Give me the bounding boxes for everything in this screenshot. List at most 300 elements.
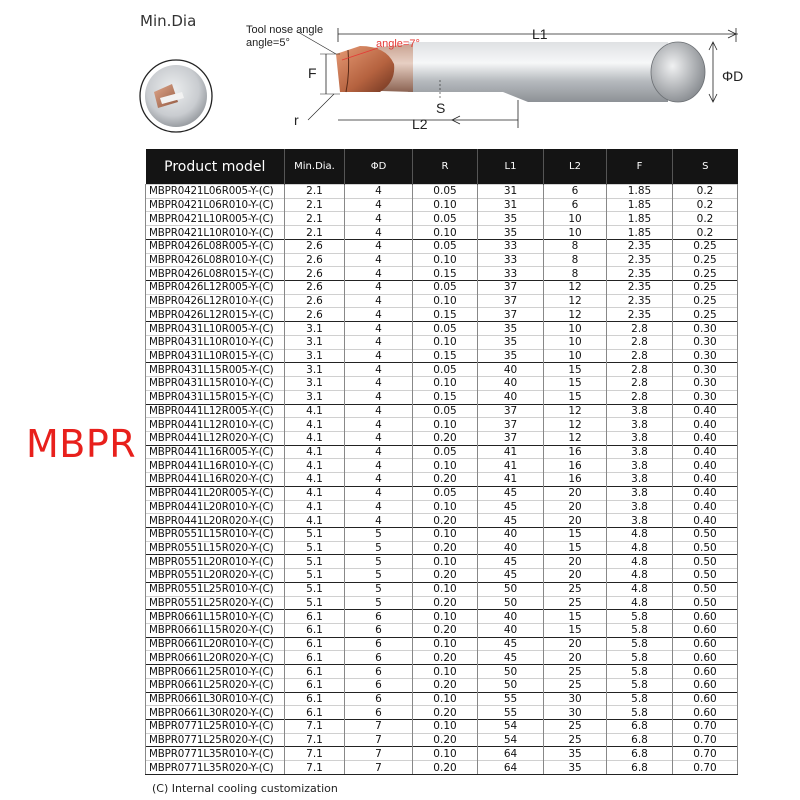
f-cell: 2.35 — [607, 253, 673, 267]
f-cell: 6.8 — [607, 747, 673, 761]
product-model-cell: MBPR0431L10R015-Y-(C) — [146, 349, 285, 363]
s-cell: 0.25 — [673, 239, 738, 253]
min-dia-title: Min.Dia — [140, 12, 197, 30]
s-cell: 0.50 — [673, 555, 738, 569]
product-model-cell: MBPR0426L08R005-Y-(C) — [146, 239, 285, 253]
min-dia-cell: 7.1 — [285, 761, 345, 775]
l1-cell: 40 — [478, 390, 544, 404]
diameter-cell: 7 — [345, 761, 413, 775]
l2-cell: 8 — [544, 253, 607, 267]
l1-cell: 40 — [478, 363, 544, 377]
tool-nose-angle-label: Tool nose angle — [246, 24, 324, 36]
l2-cell: 8 — [544, 239, 607, 253]
l1-cell: 40 — [478, 610, 544, 624]
table-row — [146, 390, 738, 404]
dimension-f-label: F — [308, 65, 317, 81]
s-cell: 0.60 — [673, 637, 738, 651]
spec-table — [145, 149, 738, 775]
s-cell: 0.2 — [673, 212, 738, 226]
table-row — [146, 335, 738, 349]
f-cell: 3.8 — [607, 500, 673, 514]
l1-cell: 37 — [478, 294, 544, 308]
f-cell: 2.35 — [607, 308, 673, 322]
table-row — [146, 294, 738, 308]
min-dia-cell: 7.1 — [285, 720, 345, 734]
radius-cell: 0.10 — [413, 294, 478, 308]
min-dia-cell: 5.1 — [285, 596, 345, 610]
l1-cell: 64 — [478, 747, 544, 761]
l2-cell: 12 — [544, 404, 607, 418]
product-model-cell: MBPR0661L20R020-Y-(C) — [146, 651, 285, 665]
radius-cell: 0.05 — [413, 322, 478, 336]
table-row — [146, 733, 738, 747]
radius-cell: 0.20 — [413, 541, 478, 555]
l1-cell: 37 — [478, 308, 544, 322]
header-f: F — [607, 149, 673, 185]
s-cell: 0.70 — [673, 761, 738, 775]
radius-cell: 0.10 — [413, 198, 478, 212]
l2-cell: 15 — [544, 527, 607, 541]
f-cell: 3.8 — [607, 445, 673, 459]
radius-cell: 0.15 — [413, 267, 478, 281]
diameter-cell: 4 — [345, 226, 413, 240]
f-cell: 2.8 — [607, 377, 673, 391]
dimension-l1-label: L1 — [532, 26, 548, 42]
f-cell: 3.8 — [607, 431, 673, 445]
header-l2: L2 — [544, 149, 607, 185]
s-cell: 0.40 — [673, 473, 738, 487]
s-cell: 0.40 — [673, 418, 738, 432]
s-cell: 0.60 — [673, 692, 738, 706]
s-cell: 0.2 — [673, 185, 738, 199]
min-dia-cell: 4.1 — [285, 431, 345, 445]
diameter-cell: 4 — [345, 390, 413, 404]
l1-cell: 33 — [478, 253, 544, 267]
s-cell: 0.25 — [673, 281, 738, 295]
product-model-cell: MBPR0441L16R005-Y-(C) — [146, 445, 285, 459]
diameter-cell: 4 — [345, 363, 413, 377]
table-row — [146, 555, 738, 569]
radius-cell: 0.05 — [413, 445, 478, 459]
product-model-cell: MBPR0421L06R010-Y-(C) — [146, 198, 285, 212]
table-row — [146, 473, 738, 487]
product-model-cell: MBPR0421L06R005-Y-(C) — [146, 185, 285, 199]
min-dia-cell: 6.1 — [285, 624, 345, 638]
f-cell: 2.8 — [607, 322, 673, 336]
s-cell: 0.50 — [673, 582, 738, 596]
l2-cell: 25 — [544, 733, 607, 747]
diameter-cell: 4 — [345, 445, 413, 459]
product-model-cell: MBPR0551L25R010-Y-(C) — [146, 582, 285, 596]
f-cell: 6.8 — [607, 761, 673, 775]
f-cell: 5.8 — [607, 624, 673, 638]
diameter-cell: 5 — [345, 569, 413, 583]
product-model-cell: MBPR0426L08R015-Y-(C) — [146, 267, 285, 281]
l1-cell: 35 — [478, 335, 544, 349]
s-cell: 0.70 — [673, 747, 738, 761]
boring-bar-side-view-icon — [288, 20, 748, 135]
radius-cell: 0.05 — [413, 404, 478, 418]
l2-cell: 25 — [544, 596, 607, 610]
table-row — [146, 486, 738, 500]
l2-cell: 10 — [544, 212, 607, 226]
l2-cell: 16 — [544, 459, 607, 473]
f-cell: 4.8 — [607, 582, 673, 596]
diameter-cell: 4 — [345, 418, 413, 432]
radius-cell: 0.10 — [413, 527, 478, 541]
l2-cell: 12 — [544, 418, 607, 432]
radius-cell: 0.10 — [413, 692, 478, 706]
s-cell: 0.25 — [673, 308, 738, 322]
s-cell: 0.40 — [673, 445, 738, 459]
min-dia-cell: 5.1 — [285, 569, 345, 583]
radius-cell: 0.10 — [413, 459, 478, 473]
f-cell: 3.8 — [607, 486, 673, 500]
table-row — [146, 637, 738, 651]
l2-cell: 25 — [544, 720, 607, 734]
diameter-cell: 4 — [345, 322, 413, 336]
min-dia-cell: 5.1 — [285, 527, 345, 541]
dimension-s-label: S — [436, 100, 446, 116]
radius-cell: 0.15 — [413, 349, 478, 363]
s-cell: 0.30 — [673, 363, 738, 377]
radius-cell: 0.10 — [413, 610, 478, 624]
min-dia-cell: 3.1 — [285, 390, 345, 404]
s-cell: 0.40 — [673, 431, 738, 445]
radius-cell: 0.20 — [413, 706, 478, 720]
s-cell: 0.40 — [673, 514, 738, 528]
min-dia-cell: 4.1 — [285, 404, 345, 418]
f-cell: 4.8 — [607, 527, 673, 541]
s-cell: 0.50 — [673, 569, 738, 583]
min-dia-cell: 5.1 — [285, 555, 345, 569]
f-cell: 2.8 — [607, 363, 673, 377]
radius-cell: 0.20 — [413, 651, 478, 665]
l1-cell: 31 — [478, 198, 544, 212]
header-min-dia: Min.Dia. — [285, 149, 345, 185]
l2-cell: 8 — [544, 267, 607, 281]
radius-cell: 0.20 — [413, 569, 478, 583]
table-row — [146, 404, 738, 418]
min-dia-cell: 6.1 — [285, 637, 345, 651]
radius-cell: 0.10 — [413, 377, 478, 391]
l2-cell: 15 — [544, 541, 607, 555]
diameter-cell: 6 — [345, 651, 413, 665]
table-row — [146, 418, 738, 432]
product-model-cell: MBPR0441L20R010-Y-(C) — [146, 500, 285, 514]
diameter-cell: 4 — [345, 253, 413, 267]
product-model-cell: MBPR0426L12R010-Y-(C) — [146, 294, 285, 308]
radius-cell: 0.05 — [413, 185, 478, 199]
l2-cell: 12 — [544, 431, 607, 445]
radius-cell: 0.10 — [413, 582, 478, 596]
l2-cell: 20 — [544, 514, 607, 528]
table-row — [146, 459, 738, 473]
f-cell: 5.8 — [607, 678, 673, 692]
f-cell: 5.8 — [607, 706, 673, 720]
product-model-cell: MBPR0431L10R010-Y-(C) — [146, 335, 285, 349]
diameter-cell: 7 — [345, 720, 413, 734]
header-s: S — [673, 149, 738, 185]
min-dia-cell: 2.6 — [285, 308, 345, 322]
product-model-cell: MBPR0431L15R015-Y-(C) — [146, 390, 285, 404]
product-model-cell: MBPR0771L35R020-Y-(C) — [146, 761, 285, 775]
product-model-cell: MBPR0441L12R005-Y-(C) — [146, 404, 285, 418]
l2-cell: 30 — [544, 706, 607, 720]
table-row — [146, 185, 738, 199]
l1-cell: 37 — [478, 404, 544, 418]
diameter-cell: 4 — [345, 349, 413, 363]
header-l1: L1 — [478, 149, 544, 185]
diameter-cell: 4 — [345, 267, 413, 281]
table-row — [146, 747, 738, 761]
l1-cell: 45 — [478, 569, 544, 583]
table-row — [146, 527, 738, 541]
l2-cell: 20 — [544, 637, 607, 651]
s-cell: 0.40 — [673, 500, 738, 514]
min-dia-cell: 2.6 — [285, 267, 345, 281]
l2-cell: 15 — [544, 390, 607, 404]
product-model-cell: MBPR0661L15R020-Y-(C) — [146, 624, 285, 638]
l1-cell: 50 — [478, 596, 544, 610]
table-row — [146, 212, 738, 226]
product-model-cell: MBPR0551L20R010-Y-(C) — [146, 555, 285, 569]
radius-cell: 0.20 — [413, 678, 478, 692]
min-dia-cell: 4.1 — [285, 486, 345, 500]
product-model-cell: MBPR0421L10R005-Y-(C) — [146, 212, 285, 226]
product-model-cell: MBPR0426L12R005-Y-(C) — [146, 281, 285, 295]
l1-cell: 37 — [478, 431, 544, 445]
radius-cell: 0.10 — [413, 335, 478, 349]
diameter-cell: 6 — [345, 692, 413, 706]
l2-cell: 35 — [544, 747, 607, 761]
f-cell: 5.8 — [607, 651, 673, 665]
radius-cell: 0.20 — [413, 733, 478, 747]
min-dia-cell: 6.1 — [285, 665, 345, 679]
diameter-cell: 4 — [345, 198, 413, 212]
radius-cell: 0.20 — [413, 761, 478, 775]
s-cell: 0.30 — [673, 322, 738, 336]
diameter-cell: 4 — [345, 239, 413, 253]
table-row — [146, 610, 738, 624]
l2-cell: 20 — [544, 555, 607, 569]
f-cell: 2.35 — [607, 294, 673, 308]
f-cell: 5.8 — [607, 692, 673, 706]
product-model-cell: MBPR0551L25R020-Y-(C) — [146, 596, 285, 610]
radius-cell: 0.05 — [413, 281, 478, 295]
l1-cell: 35 — [478, 349, 544, 363]
l1-cell: 45 — [478, 514, 544, 528]
l1-cell: 64 — [478, 761, 544, 775]
dimension-r-label: r — [294, 112, 299, 128]
radius-cell: 0.20 — [413, 624, 478, 638]
product-model-cell: MBPR0661L20R010-Y-(C) — [146, 637, 285, 651]
radius-cell: 0.10 — [413, 637, 478, 651]
min-dia-cell: 6.1 — [285, 678, 345, 692]
min-dia-cell: 2.6 — [285, 253, 345, 267]
radius-cell: 0.15 — [413, 390, 478, 404]
l1-cell: 37 — [478, 281, 544, 295]
product-model-cell: MBPR0441L16R010-Y-(C) — [146, 459, 285, 473]
diameter-cell: 6 — [345, 678, 413, 692]
l2-cell: 16 — [544, 473, 607, 487]
f-cell: 1.85 — [607, 212, 673, 226]
table-row — [146, 322, 738, 336]
f-cell: 3.8 — [607, 404, 673, 418]
product-model-cell: MBPR0441L12R020-Y-(C) — [146, 431, 285, 445]
s-cell: 0.25 — [673, 294, 738, 308]
table-row — [146, 377, 738, 391]
table-row — [146, 198, 738, 212]
f-cell: 2.8 — [607, 335, 673, 349]
radius-cell: 0.10 — [413, 253, 478, 267]
l2-cell: 20 — [544, 569, 607, 583]
f-cell: 2.35 — [607, 239, 673, 253]
diameter-cell: 4 — [345, 514, 413, 528]
f-cell: 3.8 — [607, 418, 673, 432]
radius-cell: 0.20 — [413, 514, 478, 528]
min-dia-cell: 4.1 — [285, 418, 345, 432]
product-model-cell: MBPR0661L25R020-Y-(C) — [146, 678, 285, 692]
table-row — [146, 267, 738, 281]
l2-cell: 30 — [544, 692, 607, 706]
product-model-cell: MBPR0431L15R005-Y-(C) — [146, 363, 285, 377]
radius-cell: 0.10 — [413, 418, 478, 432]
l1-cell: 41 — [478, 459, 544, 473]
table-row — [146, 239, 738, 253]
radius-cell: 0.10 — [413, 720, 478, 734]
diameter-cell: 6 — [345, 624, 413, 638]
table-row — [146, 665, 738, 679]
product-model-cell: MBPR0551L15R020-Y-(C) — [146, 541, 285, 555]
header-product-model: Product model — [146, 149, 285, 185]
diameter-cell: 5 — [345, 582, 413, 596]
l1-cell: 55 — [478, 706, 544, 720]
f-cell: 1.85 — [607, 185, 673, 199]
l2-cell: 15 — [544, 624, 607, 638]
l1-cell: 45 — [478, 651, 544, 665]
product-model-cell: MBPR0661L25R010-Y-(C) — [146, 665, 285, 679]
min-dia-cell: 2.6 — [285, 239, 345, 253]
min-dia-cell: 2.6 — [285, 294, 345, 308]
diameter-cell: 4 — [345, 294, 413, 308]
min-dia-cell: 3.1 — [285, 349, 345, 363]
table-row — [146, 253, 738, 267]
l2-cell: 20 — [544, 486, 607, 500]
l2-cell: 12 — [544, 308, 607, 322]
product-model-cell: MBPR0441L20R005-Y-(C) — [146, 486, 285, 500]
s-cell: 0.60 — [673, 624, 738, 638]
table-row — [146, 651, 738, 665]
radius-cell: 0.05 — [413, 363, 478, 377]
s-cell: 0.60 — [673, 706, 738, 720]
table-row — [146, 582, 738, 596]
l1-cell: 50 — [478, 678, 544, 692]
l2-cell: 35 — [544, 761, 607, 775]
s-cell: 0.40 — [673, 404, 738, 418]
radius-cell: 0.10 — [413, 665, 478, 679]
l1-cell: 45 — [478, 486, 544, 500]
l1-cell: 33 — [478, 267, 544, 281]
l2-cell: 15 — [544, 377, 607, 391]
min-dia-cell: 7.1 — [285, 733, 345, 747]
table-row — [146, 678, 738, 692]
min-dia-cell: 6.1 — [285, 651, 345, 665]
min-dia-cell: 2.6 — [285, 281, 345, 295]
diameter-cell: 4 — [345, 500, 413, 514]
s-cell: 0.25 — [673, 253, 738, 267]
product-model-cell: MBPR0421L10R010-Y-(C) — [146, 226, 285, 240]
l1-cell: 35 — [478, 226, 544, 240]
l1-cell: 31 — [478, 185, 544, 199]
f-cell: 4.8 — [607, 569, 673, 583]
l1-cell: 45 — [478, 637, 544, 651]
product-model-cell: MBPR0551L15R010-Y-(C) — [146, 527, 285, 541]
diameter-cell: 4 — [345, 404, 413, 418]
f-cell: 5.8 — [607, 665, 673, 679]
l1-cell: 37 — [478, 418, 544, 432]
diameter-cell: 6 — [345, 610, 413, 624]
s-cell: 0.30 — [673, 390, 738, 404]
min-dia-cell: 4.1 — [285, 514, 345, 528]
brand-name: MBPR — [26, 422, 137, 466]
s-cell: 0.70 — [673, 720, 738, 734]
radius-cell: 0.05 — [413, 486, 478, 500]
min-dia-cell: 7.1 — [285, 747, 345, 761]
table-row — [146, 706, 738, 720]
s-cell: 0.60 — [673, 665, 738, 679]
l2-cell: 10 — [544, 349, 607, 363]
table-row — [146, 596, 738, 610]
radius-cell: 0.10 — [413, 747, 478, 761]
f-cell: 4.8 — [607, 596, 673, 610]
l2-cell: 6 — [544, 185, 607, 199]
f-cell: 2.35 — [607, 281, 673, 295]
min-dia-cell: 3.1 — [285, 335, 345, 349]
l2-cell: 12 — [544, 281, 607, 295]
s-cell: 0.50 — [673, 541, 738, 555]
dimension-l2-label: L2 — [412, 116, 428, 132]
dimension-d-label: ΦD — [722, 68, 744, 84]
f-cell: 4.8 — [607, 555, 673, 569]
min-dia-cell: 6.1 — [285, 692, 345, 706]
f-cell: 2.8 — [607, 390, 673, 404]
s-cell: 0.40 — [673, 459, 738, 473]
diameter-cell: 4 — [345, 459, 413, 473]
f-cell: 3.8 — [607, 473, 673, 487]
s-cell: 0.30 — [673, 349, 738, 363]
diameter-cell: 4 — [345, 473, 413, 487]
f-cell: 2.8 — [607, 349, 673, 363]
diameter-cell: 4 — [345, 308, 413, 322]
diameter-cell: 4 — [345, 185, 413, 199]
s-cell: 0.50 — [673, 527, 738, 541]
diameter-cell: 5 — [345, 596, 413, 610]
l1-cell: 40 — [478, 527, 544, 541]
product-model-cell: MBPR0431L10R005-Y-(C) — [146, 322, 285, 336]
tool-nose-angle-value: angle=5° — [246, 37, 290, 49]
l2-cell: 25 — [544, 678, 607, 692]
f-cell: 3.8 — [607, 459, 673, 473]
l2-cell: 15 — [544, 610, 607, 624]
l2-cell: 6 — [544, 198, 607, 212]
l1-cell: 41 — [478, 445, 544, 459]
f-cell: 6.8 — [607, 720, 673, 734]
min-dia-cell: 6.1 — [285, 610, 345, 624]
product-model-cell: MBPR0661L30R010-Y-(C) — [146, 692, 285, 706]
l1-cell: 40 — [478, 377, 544, 391]
table-header-row — [146, 149, 738, 185]
